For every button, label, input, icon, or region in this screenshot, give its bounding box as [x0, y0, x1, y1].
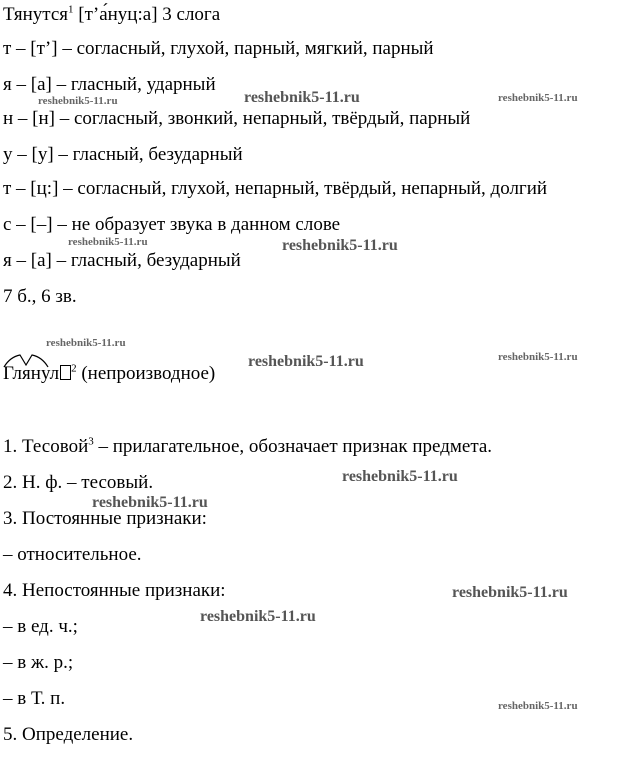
watermark: reshebnik5-11.ru: [248, 353, 364, 370]
line-point-4-number: – в ед. ч.;: [3, 616, 78, 637]
footnote-1: 1: [68, 3, 74, 16]
line-point-2: 2. Н. ф. – тесовый.: [3, 472, 154, 493]
line-sound-t1: т – [т’] – согласный, глухой, парный, мягкий, парный: [3, 38, 434, 59]
line-sound-ya2: я – [а] – гласный, безударный: [3, 250, 241, 271]
line-point-4-case: – в Т. п.: [3, 688, 66, 709]
line-point-5: 5. Определение.: [3, 724, 134, 745]
line-sound-t2: т – [ц:] – согласный, глухой, непарный, твёрдый, непарный, долгий: [3, 178, 548, 199]
watermark: reshebnik5-11.ru: [68, 236, 148, 248]
footnote-2: 2: [71, 362, 77, 375]
line-word-glyanul: Глянул $^2$ (непроизводное): [3, 362, 216, 384]
watermark: reshebnik5-11.ru: [498, 351, 578, 363]
line-point-4: 4. Непостоянные признаки:: [3, 580, 226, 601]
line-word-tyanutsya: Тянутся$^1$ [т’а́нуц:а] 3 слога: [3, 3, 221, 25]
ending-box-icon: [60, 365, 71, 380]
line-point-4-gender: – в ж. р.;: [3, 652, 74, 673]
watermark: reshebnik5-11.ru: [498, 92, 578, 104]
footnote-3: 3: [88, 435, 94, 448]
line-point-3: 3. Постоянные признаки:: [3, 508, 207, 529]
line-point-1: 1. Тесовой$^3$ – прилагательное, обозначает признак предмета.: [3, 435, 493, 457]
watermark: reshebnik5-11.ru: [200, 608, 316, 625]
watermark: reshebnik5-11.ru: [452, 584, 568, 601]
watermark: reshebnik5-11.ru: [342, 468, 458, 485]
line-summary: 7 б., 6 зв.: [3, 286, 77, 307]
watermark: reshebnik5-11.ru: [282, 237, 398, 254]
line-sound-n: н – [н] – согласный, звонкий, непарный, твёрдый, парный: [3, 108, 471, 129]
watermark: reshebnik5-11.ru: [38, 95, 118, 107]
line-point-3-value: – относительное.: [3, 544, 142, 565]
watermark: reshebnik5-11.ru: [244, 89, 360, 106]
line-sound-ya1: я – [а] – гласный, ударный: [3, 74, 216, 95]
watermark: reshebnik5-11.ru: [92, 494, 208, 511]
watermark: reshebnik5-11.ru: [46, 337, 126, 349]
watermark: reshebnik5-11.ru: [498, 700, 578, 712]
line-sound-s: с – [–] – не образует звука в данном слове: [3, 214, 341, 235]
line-sound-u: у – [у] – гласный, безударный: [3, 144, 243, 165]
